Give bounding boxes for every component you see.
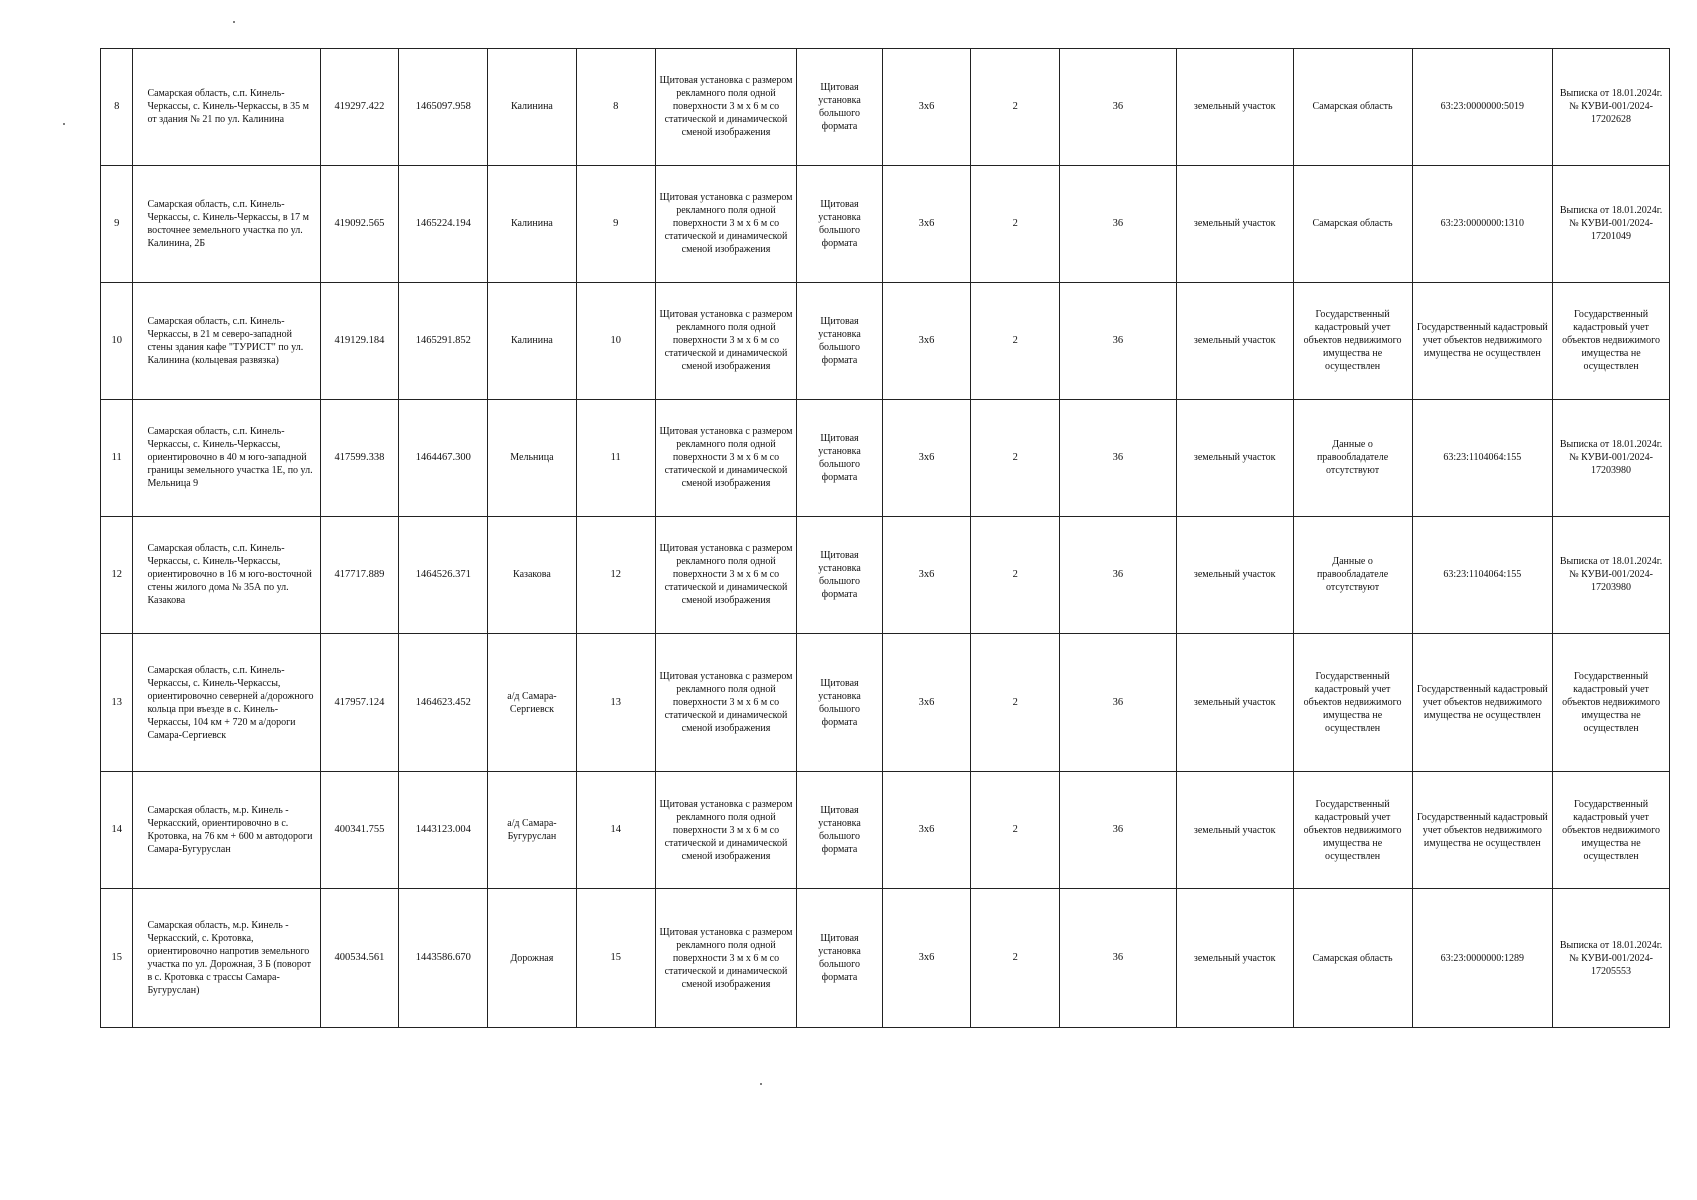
row-sides: 2 — [971, 772, 1060, 889]
row-street: Калинина — [488, 165, 577, 282]
row-place-number: 11 — [576, 399, 655, 516]
row-extract: Государственный кадастровый учет объектов недвижимого имущества не осуществлен — [1553, 282, 1670, 399]
row-street: Калинина — [488, 49, 577, 166]
row-structure-type: Щитовая установка большого формата — [797, 165, 882, 282]
row-street: а/д Самара-Сергиевск — [488, 633, 577, 772]
row-sides: 2 — [971, 399, 1060, 516]
table-row — [101, 282, 1670, 399]
row-owner: Самарская область — [1293, 889, 1412, 1028]
row-land-type: земельный участок — [1176, 165, 1293, 282]
row-area: 36 — [1060, 49, 1177, 166]
row-description: Щитовая установка с размером рекламного поля одной поверхности 3 м х 6 м со статической и динамической сменой изображения — [655, 889, 797, 1028]
row-owner: Самарская область — [1293, 49, 1412, 166]
row-sides: 2 — [971, 516, 1060, 633]
row-structure-type: Щитовая установка большого формата — [797, 399, 882, 516]
row-cadastral-number: 63:23:0000000:1310 — [1412, 165, 1553, 282]
row-land-type: земельный участок — [1176, 516, 1293, 633]
row-land-type: земельный участок — [1176, 49, 1293, 166]
row-place-number: 8 — [576, 49, 655, 166]
row-coordinate-y: 1464467.300 — [399, 399, 488, 516]
row-number: 8 — [101, 49, 133, 166]
row-cadastral-number: 63:23:1104064:155 — [1412, 516, 1553, 633]
row-description: Щитовая установка с размером рекламного поля одной поверхности 3 м х 6 м со статической и динамической сменой изображения — [655, 772, 797, 889]
row-coordinate-x: 400341.755 — [320, 772, 399, 889]
row-coordinate-y: 1443586.670 — [399, 889, 488, 1028]
row-cadastral-number: 63:23:0000000:1289 — [1412, 889, 1553, 1028]
row-address: Самарская область, с.п. Кинель-Черкассы, в 21 м северо-западной стены здания кафе "ТУРИСТ" по ул. Калинина (кольцевая развязка) — [133, 282, 320, 399]
row-size: 3х6 — [882, 516, 971, 633]
row-address: Самарская область, с.п. Кинель-Черкассы, с. Кинель-Черкассы, ориентировочно в 16 м юго-восточной стены жилого дома № 35А по ул. Казакова — [133, 516, 320, 633]
row-structure-type: Щитовая установка большого формата — [797, 516, 882, 633]
row-extract: Выписка от 18.01.2024г. № КУВИ-001/2024-17203980 — [1553, 399, 1670, 516]
row-description: Щитовая установка с размером рекламного поля одной поверхности 3 м х 6 м со статической и динамической сменой изображения — [655, 399, 797, 516]
row-structure-type: Щитовая установка большого формата — [797, 772, 882, 889]
row-area: 36 — [1060, 399, 1177, 516]
row-description: Щитовая установка с размером рекламного поля одной поверхности 3 м х 6 м со статической и динамической сменой изображения — [655, 49, 797, 166]
row-number: 10 — [101, 282, 133, 399]
row-address: Самарская область, м.р. Кинель - Черкасский, с. Кротовка, ориентировочно напротив земельного участка по ул. Дорожная, 3 Б (поворот в с. Кротовка с трассы Самара-Бугуруслан) — [133, 889, 320, 1028]
row-land-type: земельный участок — [1176, 889, 1293, 1028]
row-area: 36 — [1060, 633, 1177, 772]
row-land-type: земельный участок — [1176, 399, 1293, 516]
row-extract: Выписка от 18.01.2024г. № КУВИ-001/2024-17201049 — [1553, 165, 1670, 282]
row-description: Щитовая установка с размером рекламного поля одной поверхности 3 м х 6 м со статической и динамической сменой изображения — [655, 282, 797, 399]
row-size: 3х6 — [882, 282, 971, 399]
table-row — [101, 772, 1670, 889]
row-area: 36 — [1060, 165, 1177, 282]
row-address: Самарская область, м.р. Кинель - Черкасский, ориентировочно в с. Кротовка, на 76 км + 600 м автодороги Самара-Бугуруслан — [133, 772, 320, 889]
row-owner: Государственный кадастровый учет объектов недвижимого имущества не осуществлен — [1293, 282, 1412, 399]
row-coordinate-x: 417717.889 — [320, 516, 399, 633]
table-row — [101, 889, 1670, 1028]
row-number: 13 — [101, 633, 133, 772]
row-extract: Выписка от 18.01.2024г. № КУВИ-001/2024-17205553 — [1553, 889, 1670, 1028]
row-land-type: земельный участок — [1176, 772, 1293, 889]
row-place-number: 9 — [576, 165, 655, 282]
row-number: 14 — [101, 772, 133, 889]
row-size: 3х6 — [882, 49, 971, 166]
row-structure-type: Щитовая установка большого формата — [797, 633, 882, 772]
row-place-number: 14 — [576, 772, 655, 889]
row-coordinate-x: 419297.422 — [320, 49, 399, 166]
row-place-number: 13 — [576, 633, 655, 772]
row-coordinate-y: 1464623.452 — [399, 633, 488, 772]
row-coordinate-y: 1465097.958 — [399, 49, 488, 166]
scan-speck — [760, 1083, 762, 1085]
row-sides: 2 — [971, 889, 1060, 1028]
row-extract: Государственный кадастровый учет объектов недвижимого имущества не осуществлен — [1553, 772, 1670, 889]
row-street: Казакова — [488, 516, 577, 633]
table-row — [101, 516, 1670, 633]
row-number: 11 — [101, 399, 133, 516]
row-owner: Самарская область — [1293, 165, 1412, 282]
row-address: Самарская область, с.п. Кинель-Черкассы, с. Кинель-Черкассы, ориентировочно северней а/дорожного кольца при въезде в с. Кинель-Черкассы, 104 км + 720 м а/дороги Самара-Сергиевск — [133, 633, 320, 772]
row-size: 3х6 — [882, 165, 971, 282]
row-size: 3х6 — [882, 889, 971, 1028]
row-description: Щитовая установка с размером рекламного поля одной поверхности 3 м х 6 м со статической и динамической сменой изображения — [655, 633, 797, 772]
row-area: 36 — [1060, 772, 1177, 889]
row-place-number: 10 — [576, 282, 655, 399]
row-address: Самарская область, с.п. Кинель-Черкассы, с. Кинель-Черкассы, ориентировочно в 40 м юго-западной границы земельного участка 1Е, по ул. Мельница 9 — [133, 399, 320, 516]
row-land-type: земельный участок — [1176, 282, 1293, 399]
scan-speck — [233, 21, 235, 23]
advertising-structures-table — [100, 48, 1670, 1028]
row-sides: 2 — [971, 49, 1060, 166]
row-area: 36 — [1060, 282, 1177, 399]
row-place-number: 15 — [576, 889, 655, 1028]
row-owner: Данные о правообладателе отсутствуют — [1293, 399, 1412, 516]
row-cadastral-number: Государственный кадастровый учет объектов недвижимого имущества не осуществлен — [1412, 633, 1553, 772]
table-row — [101, 633, 1670, 772]
row-coordinate-y: 1465224.194 — [399, 165, 488, 282]
row-structure-type: Щитовая установка большого формата — [797, 49, 882, 166]
row-owner: Государственный кадастровый учет объектов недвижимого имущества не осуществлен — [1293, 633, 1412, 772]
row-sides: 2 — [971, 633, 1060, 772]
row-coordinate-x: 419092.565 — [320, 165, 399, 282]
row-owner: Государственный кадастровый учет объектов недвижимого имущества не осуществлен — [1293, 772, 1412, 889]
row-coordinate-y: 1443123.004 — [399, 772, 488, 889]
row-coordinate-x: 417957.124 — [320, 633, 399, 772]
row-cadastral-number: Государственный кадастровый учет объектов недвижимого имущества не осуществлен — [1412, 282, 1553, 399]
row-coordinate-y: 1464526.371 — [399, 516, 488, 633]
row-coordinate-y: 1465291.852 — [399, 282, 488, 399]
row-structure-type: Щитовая установка большого формата — [797, 282, 882, 399]
row-coordinate-x: 400534.561 — [320, 889, 399, 1028]
row-size: 3х6 — [882, 633, 971, 772]
row-number: 15 — [101, 889, 133, 1028]
row-number: 9 — [101, 165, 133, 282]
row-address: Самарская область, с.п. Кинель-Черкассы, с. Кинель-Черкассы, в 35 м от здания № 21 по ул. Калинина — [133, 49, 320, 166]
row-extract: Выписка от 18.01.2024г. № КУВИ-001/2024-17202628 — [1553, 49, 1670, 166]
row-sides: 2 — [971, 165, 1060, 282]
table-row — [101, 165, 1670, 282]
row-street: Калинина — [488, 282, 577, 399]
row-owner: Данные о правообладателе отсутствуют — [1293, 516, 1412, 633]
row-extract: Государственный кадастровый учет объектов недвижимого имущества не осуществлен — [1553, 633, 1670, 772]
row-cadastral-number: 63:23:1104064:155 — [1412, 399, 1553, 516]
row-street: Дорожная — [488, 889, 577, 1028]
row-land-type: земельный участок — [1176, 633, 1293, 772]
row-coordinate-x: 417599.338 — [320, 399, 399, 516]
row-description: Щитовая установка с размером рекламного поля одной поверхности 3 м х 6 м со статической и динамической сменой изображения — [655, 165, 797, 282]
table-row — [101, 49, 1670, 166]
row-structure-type: Щитовая установка большого формата — [797, 889, 882, 1028]
row-sides: 2 — [971, 282, 1060, 399]
row-cadastral-number: Государственный кадастровый учет объектов недвижимого имущества не осуществлен — [1412, 772, 1553, 889]
row-number: 12 — [101, 516, 133, 633]
row-street: Мельница — [488, 399, 577, 516]
row-area: 36 — [1060, 889, 1177, 1028]
scan-speck — [63, 123, 65, 125]
row-place-number: 12 — [576, 516, 655, 633]
row-coordinate-x: 419129.184 — [320, 282, 399, 399]
row-size: 3х6 — [882, 399, 971, 516]
row-extract: Выписка от 18.01.2024г. № КУВИ-001/2024-17203980 — [1553, 516, 1670, 633]
row-area: 36 — [1060, 516, 1177, 633]
row-size: 3х6 — [882, 772, 971, 889]
row-description: Щитовая установка с размером рекламного поля одной поверхности 3 м х 6 м со статической и динамической сменой изображения — [655, 516, 797, 633]
row-address: Самарская область, с.п. Кинель-Черкассы, с. Кинель-Черкассы, в 17 м восточнее земельного участка по ул. Калинина, 2Б — [133, 165, 320, 282]
row-cadastral-number: 63:23:0000000:5019 — [1412, 49, 1553, 166]
row-street: а/д Самара-Бугуруслан — [488, 772, 577, 889]
table-row — [101, 399, 1670, 516]
